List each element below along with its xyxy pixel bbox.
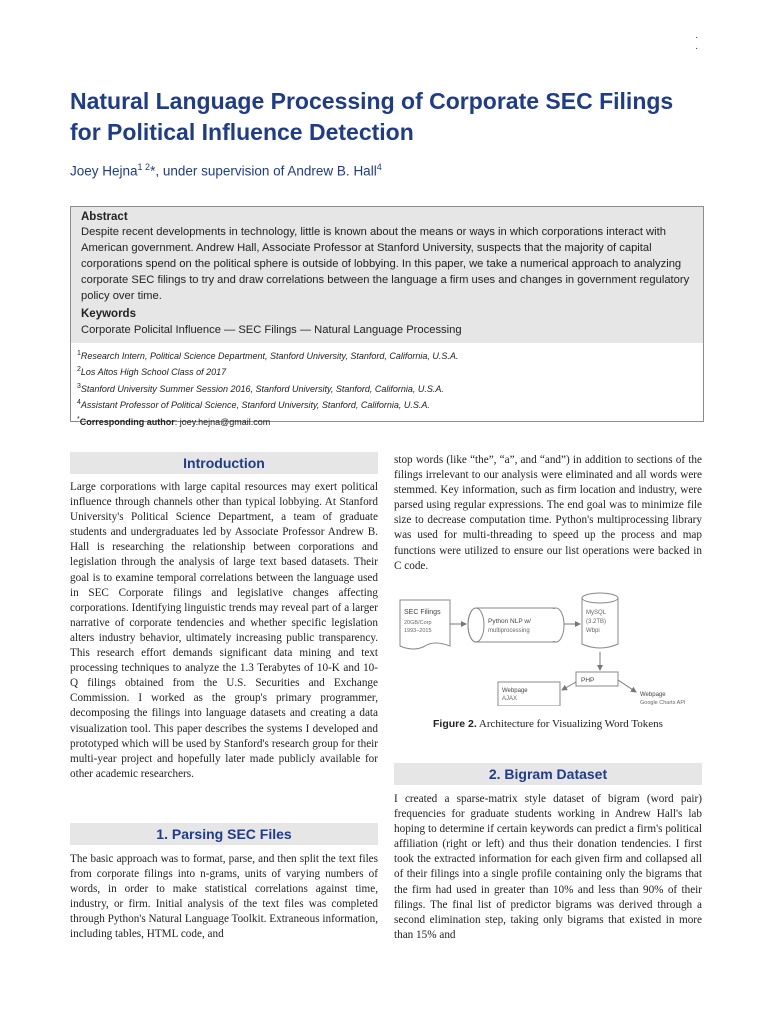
php-node: [576, 672, 618, 686]
footnote: [77, 363, 697, 379]
corresponding-label: Corresponding author: [79, 416, 175, 427]
section-heading-introduction: Introduction: [70, 452, 378, 474]
sec-filings-years: 1993–2015: [404, 628, 432, 634]
webpage-label: Webpage: [502, 688, 528, 694]
footnote: [77, 347, 697, 363]
parsing-text: The basic approach was to format, parse, and then split the text files from corporate filings into n-grams, units of varying numbers of words, in order to make statistical correlations against time, industry, or firm. Initial analysis of the text files was completed through Python's Natural Language Toolkit. Extraneous information, including tables, HTML code, and: [70, 853, 379, 941]
figure-label: Figure 2.: [433, 718, 477, 730]
left-column-section-1: [70, 823, 378, 943]
section-heading-bigram: 2. Bigram Dataset: [394, 763, 702, 785]
mysql-label: MySQL: [586, 610, 607, 616]
footnote: [77, 380, 697, 396]
keywords-heading: Keywords: [81, 308, 136, 320]
abstract-content: [81, 210, 693, 338]
python-sub: multiprocessing: [488, 628, 530, 634]
footnote: [77, 396, 697, 412]
footnote-mark: 3: [77, 382, 81, 390]
google-webpage-label: Webpage: [640, 692, 666, 698]
python-label: Python NLP w/: [488, 618, 531, 625]
footnote-mark: 1: [77, 350, 81, 357]
bigram-text: I created a sparse-matrix style dataset of bigram (word pair) frequencies for graduate students working in Andrew Hall's lab hoping to determine if certain keywords can predict a firm's political affiliation (right or left) and thus their donation tendencies. I first took the extracted information for each given firm and collapsed all of their filings into a single profile containing only the bigrams that the firm had used in greater than 10% and less than 90% of their filings. The final list of predictor bigrams was derived through a second elimination step, taking only bigrams that existed in more than 15% and: [394, 793, 702, 941]
architecture-diagram: [394, 588, 702, 706]
arrow-php-to-google: [618, 680, 636, 692]
author-name: Joey Hejna: [70, 163, 138, 179]
corresponding-author: [77, 413, 697, 429]
continued-text: stop words (like “the”, “a”, and “and”) in addition to sections of the filings irrelevant to our analysis were eliminated and all words were stemmed. Key information, such as firm location and industry, were parsed using regular expressions. The end goal was to minimize file size to decrease computation time. Python's multiprocessing library was used for multi-threading to speed up the process and map functions were utilized to ensure our list operations were backed in C code.: [394, 454, 702, 572]
webpage-sub: AJAX: [502, 696, 518, 702]
webpage-ajax-node: [498, 682, 560, 706]
supervisor-text: , under supervision of Andrew B. Hall: [155, 163, 377, 179]
footnote-text: Los Altos High School Class of 2017: [80, 367, 227, 378]
figure-caption: [394, 718, 702, 730]
keywords-text: Corporate Policital Influence — SEC Filings — Natural Language Processing: [81, 324, 462, 336]
google-charts-node: [640, 692, 686, 706]
mysql-size: (3.2TB): [586, 619, 607, 625]
footnotes: [77, 347, 697, 429]
page-corner-marks: . .: [695, 30, 698, 52]
architecture-figure: [394, 588, 702, 706]
sec-filings-node: [400, 600, 450, 649]
right-column-continuation: [394, 453, 702, 574]
author-line: [70, 162, 382, 179]
corresponding-email: : joey.hejna@gmail.com: [174, 416, 271, 427]
abstract-text: Despite recent developments in technology, little is known about the means or ways in which corporations interact with American government. Andrew Hall, Associate Professor at Stanford University, suspects that the majority of capital corporations spend on the political sphere is outside of lobbying. In this paper, we take a numerical approach to analyzing corporate SEC filings to try and draw correlations between the language a firm uses and changes in government regulatory policy over time.: [81, 226, 690, 302]
introduction-text: Large corporations with large capital resources may exert political influence through channels other than typical lobbying. At Stanford University's Political Science Department, a team of graduate students and undergraduates led by Associate Professor Andrew B. Hall is researching the relationship between corporations and legislation through the analysis of large text based datasets. Their goal is to examine temporal correlations between the language used in SEC Corporate filings and legislative changes affecting corporations. Identifying linguistic trends may reveal part of a larger narrative of corporate tendencies and whether specific legislation alters industry behavior, ultimately increasing public transparency. This research effort demands significant data mining and text processing techniques to analyze the 1.3 Terabytes of 10-K and 10-Q filings obtained from the U.S. Securities and Exchange Commission. I worked as the group's primary programmer, decomposing the filings into language datasets and creating a data visualization tool. This paper describes the systems I developed and prototyped which will be used by Stanford's research group for their multi-year project and hopefully later made publicly available for other academic researchers.: [70, 481, 378, 780]
abstract-box: [70, 206, 704, 427]
right-column-section-2: [394, 763, 702, 943]
figure-caption-text: Architecture for Visualizing Word Tokens: [476, 718, 663, 730]
mysql-node: [582, 593, 618, 648]
sec-filings-label: SEC Filings: [404, 609, 441, 616]
php-label: PHP: [581, 677, 595, 684]
sec-filings-size: 20GB/Corp: [404, 620, 432, 626]
abstract-heading: Abstract: [81, 211, 128, 223]
arrow-php-to-webpage: [562, 682, 576, 690]
footnote-mark: 2: [77, 366, 81, 374]
supervisor-affil-mark: 4: [376, 162, 382, 172]
footnote-text: Research Intern, Political Science Department, Stanford University, Stanford, California, U.S.A.: [80, 351, 459, 361]
section-heading-parsing: 1. Parsing SEC Files: [70, 823, 378, 845]
footnote-mark: 4: [77, 399, 81, 407]
python-nlp-node: [468, 608, 564, 642]
author-affil-marks: 1 2: [137, 162, 151, 172]
left-column: [70, 452, 378, 782]
paper-title: Natural Language Processing of Corporate SEC Filings for Political Influence Detection: [70, 88, 674, 145]
footnote-mark: *: [77, 415, 80, 423]
footnote-text: Stanford University Summer Session 2016, Stanford University, Stanford, California, U.S.A.: [80, 383, 444, 394]
google-charts-label: Google Charts API: [640, 700, 686, 706]
author-star: *: [150, 163, 156, 179]
mysql-sub: Wbpi: [586, 628, 600, 634]
footnote-text: Assistant Professor of Political Science, Stanford University, Stanford, California, U.S.A.: [80, 400, 430, 411]
